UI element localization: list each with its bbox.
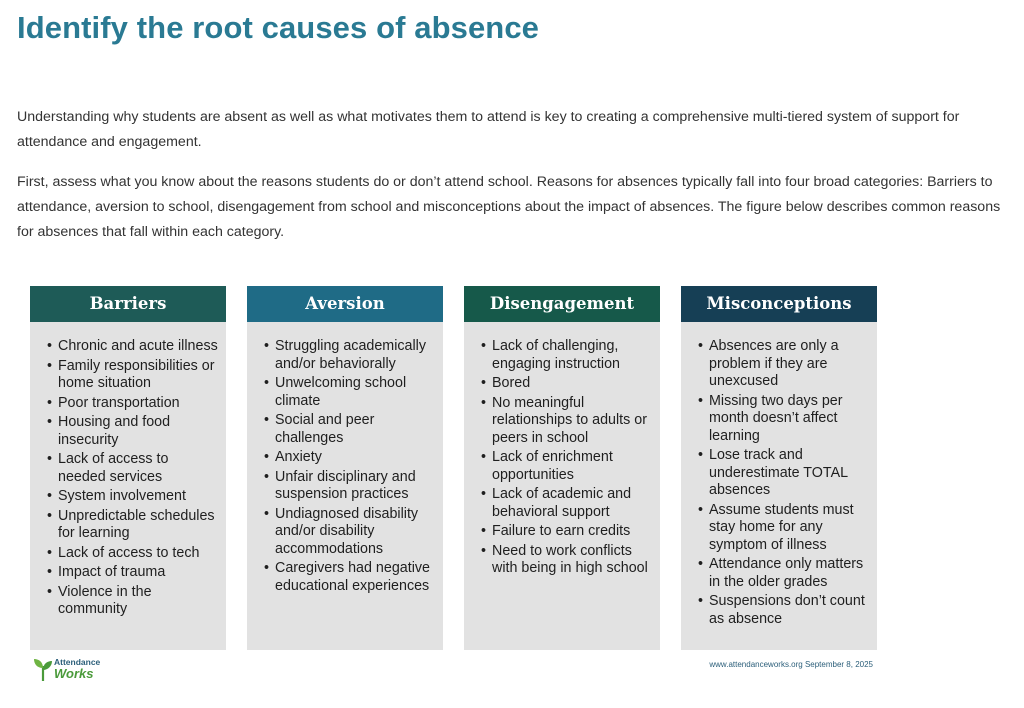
list-item: • Attendance only matters in the older grades bbox=[698, 556, 869, 591]
list-item: • Anxiety bbox=[264, 449, 435, 467]
attendance-works-logo bbox=[32, 654, 122, 684]
list-item: • Housing and food insecurity bbox=[47, 414, 218, 449]
list-item: • No meaningful relationships to adults or peers in school bbox=[481, 395, 652, 448]
sprout-icon bbox=[32, 656, 54, 682]
column-header-disengagement: Disengagement bbox=[464, 286, 660, 322]
list-item: • Violence in the community bbox=[47, 584, 218, 619]
list-item: • Suspensions don’t count as absence bbox=[698, 593, 869, 628]
list-item: • System involvement bbox=[47, 488, 218, 506]
logo-text-attendance: Attendance bbox=[54, 657, 101, 667]
footer-url-date: www.attendanceworks.org September 8, 2025 bbox=[709, 660, 873, 669]
list-item: • Absences are only a problem if they are unexcused bbox=[698, 338, 869, 391]
page-title: Identify the root causes of absence bbox=[17, 10, 540, 45]
column-misconceptions bbox=[681, 286, 877, 650]
list-item: • Lack of challenging, engaging instruction bbox=[481, 338, 652, 373]
list-item: • Struggling academically and/or behaviorally bbox=[264, 338, 435, 373]
list-item: • Unwelcoming school climate bbox=[264, 375, 435, 410]
list-item: • Lose track and underestimate TOTAL absences bbox=[698, 447, 869, 500]
list-item: • Lack of academic and behavioral support bbox=[481, 486, 652, 521]
list-item: • Unpredictable schedules for learning bbox=[47, 508, 218, 543]
column-barriers bbox=[30, 286, 226, 650]
list-item: • Chronic and acute illness bbox=[47, 338, 218, 356]
list-item: • Caregivers had negative educational experiences bbox=[264, 560, 435, 595]
list-item: • Social and peer challenges bbox=[264, 412, 435, 447]
intro-paragraph-1: Understanding why students are absent as well as what motivates them to attend is key to creating a comprehensive multi-tiered system of support for attendance and engagement. bbox=[17, 109, 960, 150]
barriers-list bbox=[30, 322, 226, 619]
list-item: • Lack of enrichment opportunities bbox=[481, 449, 652, 484]
intro-paragraph-2: First, assess what you know about the reasons students do or don’t attend school. Reasons for absences typically fall into four broad categories: Barriers to attendance, aversion to school, disengagement from school and misconceptions about the impact of absences. The figure below describes common reasons for absences that fall within each category. bbox=[17, 174, 1001, 240]
list-item: • Lack of access to tech bbox=[47, 545, 218, 563]
misconceptions-list bbox=[681, 322, 877, 628]
column-header-misconceptions: Misconceptions bbox=[681, 286, 877, 322]
list-item: • Failure to earn credits bbox=[481, 523, 652, 541]
column-disengagement bbox=[464, 286, 660, 650]
aversion-list bbox=[247, 322, 443, 595]
list-item: • Need to work conflicts with being in high school bbox=[481, 543, 652, 578]
list-item: • Undiagnosed disability and/or disability accommodations bbox=[264, 506, 435, 559]
column-aversion bbox=[247, 286, 443, 650]
logo-text-works: Works bbox=[54, 666, 94, 681]
column-header-aversion: Aversion bbox=[247, 286, 443, 322]
list-item: • Missing two days per month doesn’t affect learning bbox=[698, 393, 869, 446]
list-item: • Impact of trauma bbox=[47, 564, 218, 582]
list-item: • Poor transportation bbox=[47, 395, 218, 413]
list-item: • Family responsibilities or home situation bbox=[47, 358, 218, 393]
list-item: • Assume students must stay home for any symptom of illness bbox=[698, 502, 869, 555]
list-item: • Lack of access to needed services bbox=[47, 451, 218, 486]
list-item: • Bored bbox=[481, 375, 652, 393]
column-header-barriers: Barriers bbox=[30, 286, 226, 322]
list-item: • Unfair disciplinary and suspension practices bbox=[264, 469, 435, 504]
disengagement-list bbox=[464, 322, 660, 578]
